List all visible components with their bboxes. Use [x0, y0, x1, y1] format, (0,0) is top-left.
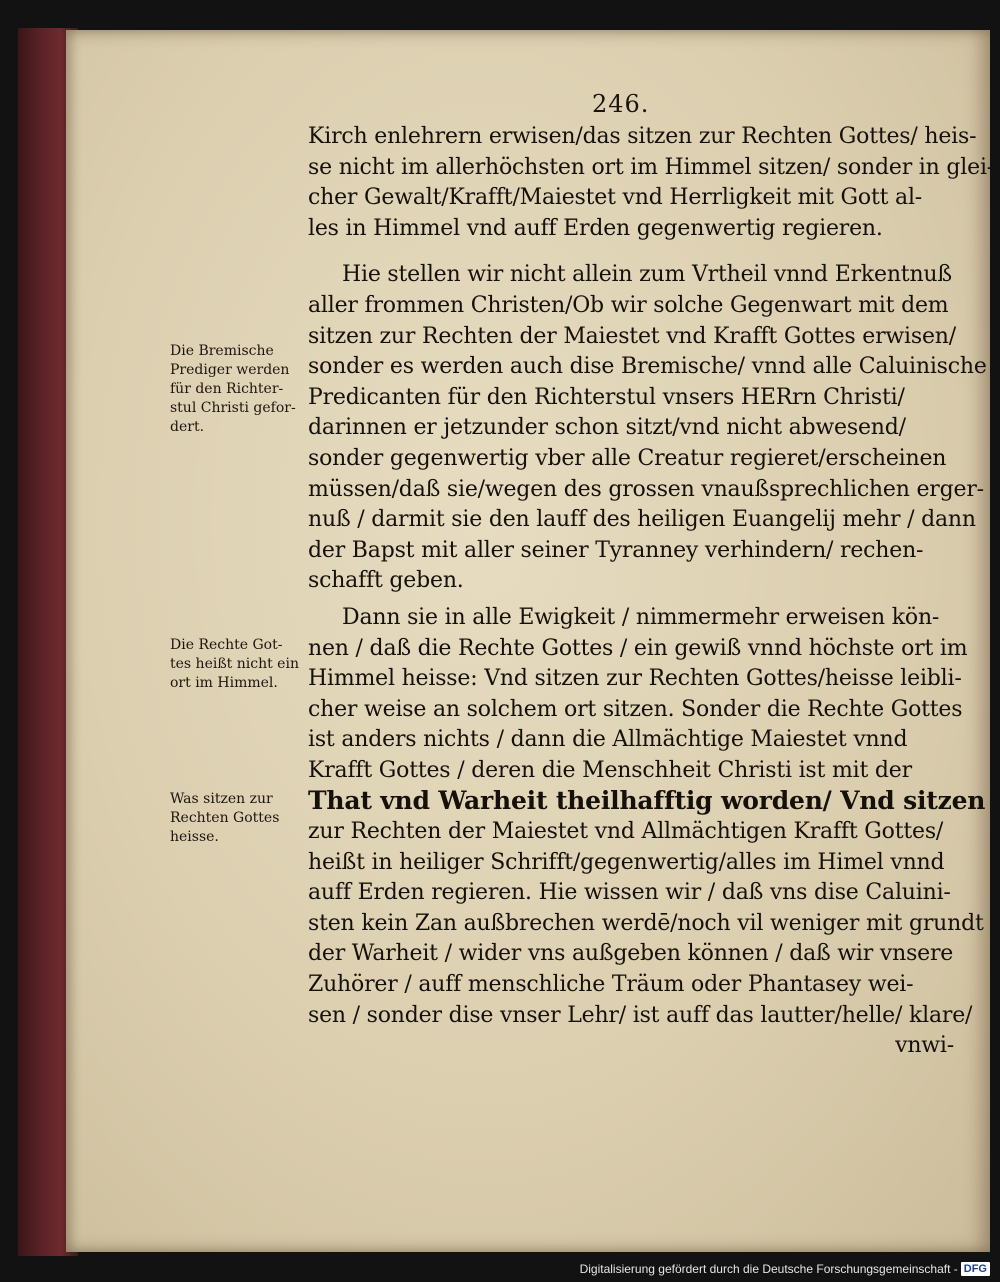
text-line: Kirch enlehrern erwisen/das sitzen zur Rechten Gottes/ heis- — [308, 124, 977, 149]
text-line: sen / sonder dise vnser Lehr/ ist auff das lautter/helle/ klare/ — [308, 1002, 973, 1028]
text-line: darinnen er jetzunder schon sitzt/vnd nicht abwesend/ — [308, 415, 906, 441]
dfg-logo-icon: DFG — [961, 1262, 990, 1276]
text-line: sten kein Zan außbrechen werdē/noch vil weniger mit grundt — [308, 910, 984, 936]
text-line: müssen/daß sie/wegen des grossen vnaußsprechlichen erger- — [308, 476, 984, 502]
page-number: 246. — [592, 90, 650, 118]
margin-note-bremische: Die Bremische Prediger werden für den Richter- stul Christi gefor- dert. — [170, 343, 296, 435]
text-line: sonder gegenwertig vber alle Creatur regieret/erscheinen — [308, 445, 947, 471]
text-line: nuß / darmit sie den lauff des heiligen Euangelij mehr / dann — [308, 507, 976, 533]
text-line: zur Rechten der Maiestet vnd Allmächtigen Krafft Gottes/ — [308, 819, 944, 845]
catchword: vnwi- — [895, 1033, 954, 1059]
text-line: sonder es werden auch dise Bremische/ vnnd alle Caluinische — [308, 354, 987, 380]
text-line: cher weise an solchem ort sitzen. Sonder die Rechte Gottes — [308, 696, 963, 722]
text-line: auff Erden regieren. Hie wissen wir / daß vns dise Caluini- — [308, 880, 951, 906]
text-line: cher Gewalt/Krafft/Maiestet vnd Herrligkeit mit Gott al- — [308, 185, 923, 211]
text-line: sitzen zur Rechten der Maiestet vnd Krafft Gottes erwisen/ — [308, 323, 956, 349]
text-line: se nicht im allerhöchsten ort im Himmel sitzen/ sonder in glei- — [308, 154, 995, 180]
margin-note-rechte-gottes: Die Rechte Got- tes heißt nicht ein ort im Himmel. — [170, 637, 299, 691]
footer-text: Digitalisierung gefördert durch die Deutsche Forschungsgemeinschaft - — [579, 1262, 958, 1276]
text-line: Himmel heisse: Vnd sitzen zur Rechten Gottes/heisse leibli- — [308, 666, 962, 692]
text-line: Krafft Gottes / deren die Menschheit Christi ist mit der — [308, 757, 912, 783]
text-line: That vnd Warheit theilhafftig worden/ Vnd sitzen — [308, 786, 986, 816]
text-line: Hie stellen wir nicht allein zum Vrtheil vnnd Erkentnuß — [342, 262, 952, 288]
text-line: der Bapst mit aller seiner Tyranney verhindern/ rechen- — [308, 537, 924, 563]
text-line: heißt in heiliger Schrifft/gegenwertig/alles im Himel vnnd — [308, 849, 945, 875]
footer-credit — [580, 1262, 990, 1276]
text-line: ist anders nichts / dann die Allmächtige Maiestet vnnd — [308, 727, 908, 753]
margin-note-sitzen: Was sitzen zur Rechten Gottes heisse. — [170, 791, 280, 845]
text-line: Zuhörer / auff menschliche Träum oder Phantasey wei- — [308, 972, 914, 998]
text-line: aller frommen Christen/Ob wir solche Gegenwart mit dem — [308, 292, 949, 318]
text-line: nen / daß die Rechte Gottes / ein gewiß vnnd höchste ort im — [308, 635, 968, 661]
main-text — [308, 122, 995, 1062]
text-line: Dann sie in alle Ewigkeit / nimmermehr erweisen kön- — [342, 604, 940, 630]
text-line: schafft geben. — [308, 568, 464, 594]
text-line: les in Himmel vnd auff Erden gegenwertig regieren. — [308, 215, 883, 241]
text-line: der Warheit / wider vns außgeben können / daß wir vnsere — [308, 941, 954, 967]
text-line: Predicanten für den Richterstul vnsers HERrn Christi/ — [308, 384, 905, 410]
